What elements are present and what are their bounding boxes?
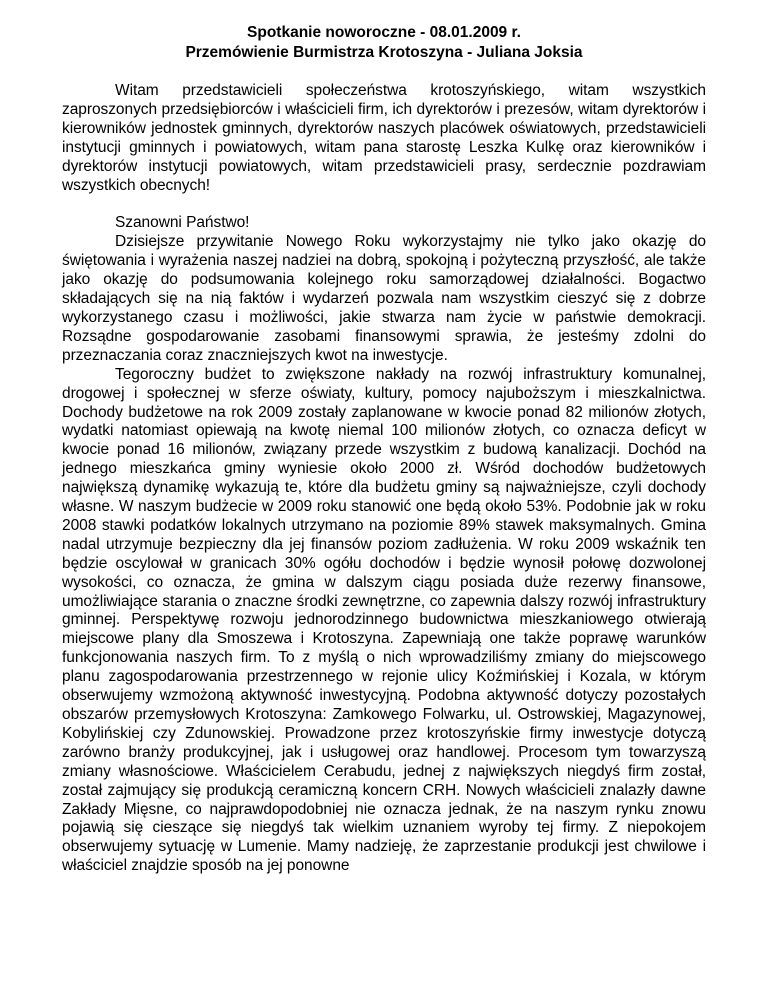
paragraph-budget: Tegoroczny budżet to zwiększone nakłady na rozwój infrastruktury komunalnej, drogowej i społecznej w sferze oświaty, kultury, pomocy najuboższym i mieszkalnictwa. Dochody budżetowe na rok 2009 zostały zaplanowane w kwocie ponad 82 milionów złotych, wydatki natomiast opiewają na kwotę niemal 100 milionów złotych, co oznacza deficyt w kwocie ponad 16 milionów, związany przede wszystkim z budową kanalizacji. Dochód na jednego mieszkańca gminy wyniesie około 2000 zł. Wśród dochodów budżetowych największą dynamikę wykazują te, które dla budżetu gminy są najważniejsze, czyli dochody własne. W naszym budżecie w 2009 roku stanowić one będą około 53%. Podobnie jak w roku 2008 stawki podatków lokalnych utrzymano na poziomie 89% stawek maksymalnych. Gmina nadal utrzymuje bezpieczny dla jej finansów poziom zadłużenia. W roku 2009 wskaźnik ten będzie oscylował w granicach 30% ogółu dochodów i będzie wynosił połowę dozwolonej wysokości, co oznacza, że gmina w dalszym ciągu posiada duże rezerwy finansowe, umożliwiające starania o znaczne środki zewnętrzne, co zapewnia dalszy rozwój infrastruktury gminnej. Perspektywę rozwoju jednorodzinnego budownictwa mieszkaniowego otwierają miejscowe plany dla Smoszewa i Krotoszyna. Zapewniają one także poprawę warunków funkcjonowania naszych firm. To z myślą o nich wprowadziliśmy zmiany do miejscowego planu zagospodarowania przestrzennego w rejonie ulicy Koźmińskiej i Kozala, w którym obserwujemy wzmożoną aktywność inwestycyjną. Podobna aktywność dotyczy pozostałych obszarów przemysłowych Krotoszyna: Zamkowego Folwarku, ul. Ostrowskiej, Magazynowej, Kobylińskiej czy Zdunowskiej. Prowadzone przez krotoszyńskie firmy inwestycje dotyczą zarówno branży produkcyjnej, jak i usługowej oraz handlowej. Procesom tym towarzyszą zmiany własnościowe. Właścicielem Cerabudu, jednej z największych niegdyś firm został, został zajmujący się produkcją ceramiczną koncern CRH. Nowych właścicieli znalazły dawne Zakłady Mięsne, co najprawdopodobniej nie oznacza jednak, że na naszym rynku znowu pojawią się cieszące się niegdyś tak wielkim uznaniem wyroby tej firmy. Z niepokojem obserwujemy sytuację w Lumenie. Mamy nadzieję, że zaprzestanie produkcji jest chwilowe i właściciel znajdzie sposób na jej ponowne — [62, 365, 706, 875]
paragraph-new-year: Dzisiejsze przywitanie Nowego Roku wykorzystajmy nie tylko jako okazję do świętowania i wyrażenia naszej nadziei na dobrą, spokojną i pożyteczną przyszłość, ale także jako okazję do podsumowania kolejnego roku samorządowej działalności. Bogactwo składających się na nią faktów i wydarzeń pozwala nam wszystkim cieszyć się z dobrze wykorzystanego czasu i możliwości, jakie stwarza nam życie w państwie demokracji. Rozsądne gospodarowanie zasobami finansowymi sprawia, że jesteśmy zdolni do przeznaczania coraz znaczniejszych kwot na inwestycje. — [62, 233, 706, 364]
document-subtitle: Przemówienie Burmistrza Krotoszyna - Juliana Joksia — [185, 44, 583, 61]
paragraph-salutation: Szanowni Państwo! — [115, 214, 250, 232]
document-title: Spotkanie noworoczne - 08.01.2009 r. — [247, 24, 521, 41]
document-page — [62, 23, 706, 876]
paragraph-greeting: Witam przedstawicieli społeczeństwa krotoszyńskiego, witam wszystkich zaproszonych przedsiębiorców i właścicieli firm, ich dyrektorów i prezesów, witam dyrektorów i kierowników jednostek gminnych, dyrektorów naszych placówek oświatowych, przedstawicieli instytucji gminnych i powiatowych, witam pana starostę Leszka Kulkę oraz kierowników i dyrektorów instytucji powiatowych, witam przedstawicieli prasy, serdecznie pozdrawiam wszystkich obecnych! — [62, 82, 706, 194]
